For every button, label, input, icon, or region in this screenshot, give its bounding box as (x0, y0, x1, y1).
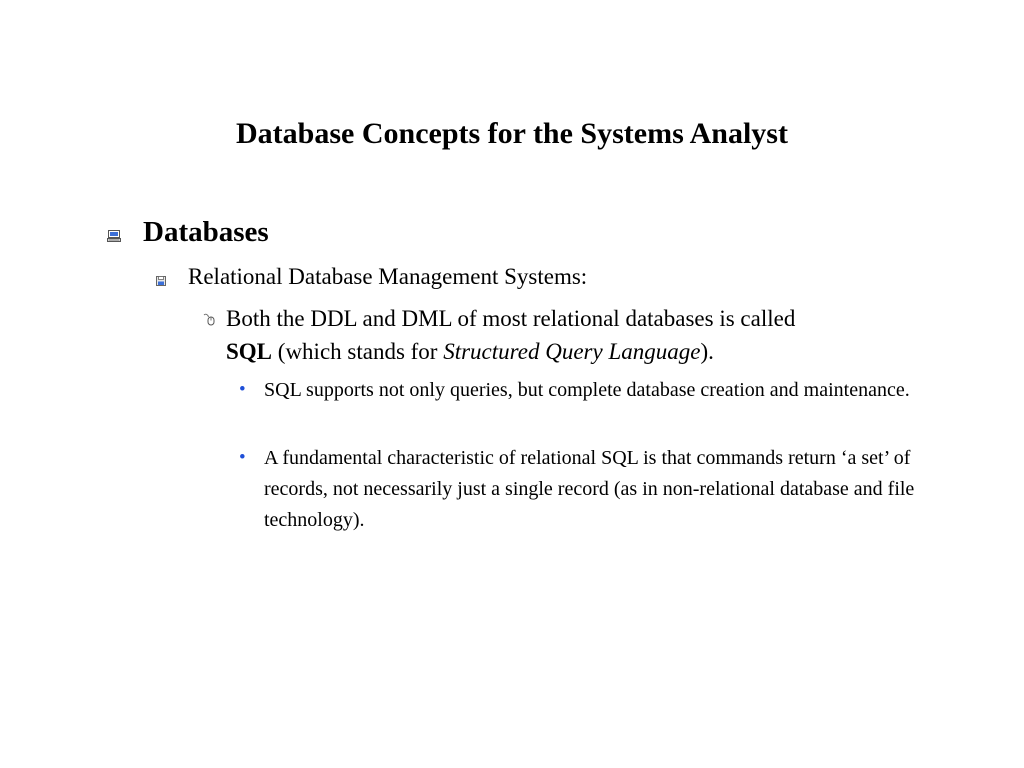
slide-title: Database Concepts for the Systems Analyst (236, 117, 788, 150)
sql-term: SQL (226, 339, 273, 364)
bullet-level1-text: Databases (143, 216, 269, 248)
computer-icon (107, 229, 121, 241)
bullet-level2-text: Relational Database Management Systems: (188, 264, 588, 289)
sql-expansion: Structured Query Language (443, 339, 701, 364)
bullet-level4-text: A fundamental characteristic of relational SQL is that commands return ‘a set’ of records, not necessarily just a single record (as in non-relational database and file technology). (264, 447, 915, 531)
level3-line1: Both the DDL and DML of most relational databases is called (226, 306, 796, 331)
floppy-disk-icon (156, 273, 166, 283)
level3-end: ). (700, 339, 714, 364)
bullet-dot: • (239, 447, 246, 468)
mouse-icon (202, 312, 216, 326)
bullet-level3-text (226, 302, 966, 368)
bullet-level4-text: SQL supports not only queries, but complete database creation and maintenance. (264, 379, 910, 401)
bullet-dot: • (239, 379, 246, 400)
level3-after-sql: (which stands for (272, 339, 444, 364)
